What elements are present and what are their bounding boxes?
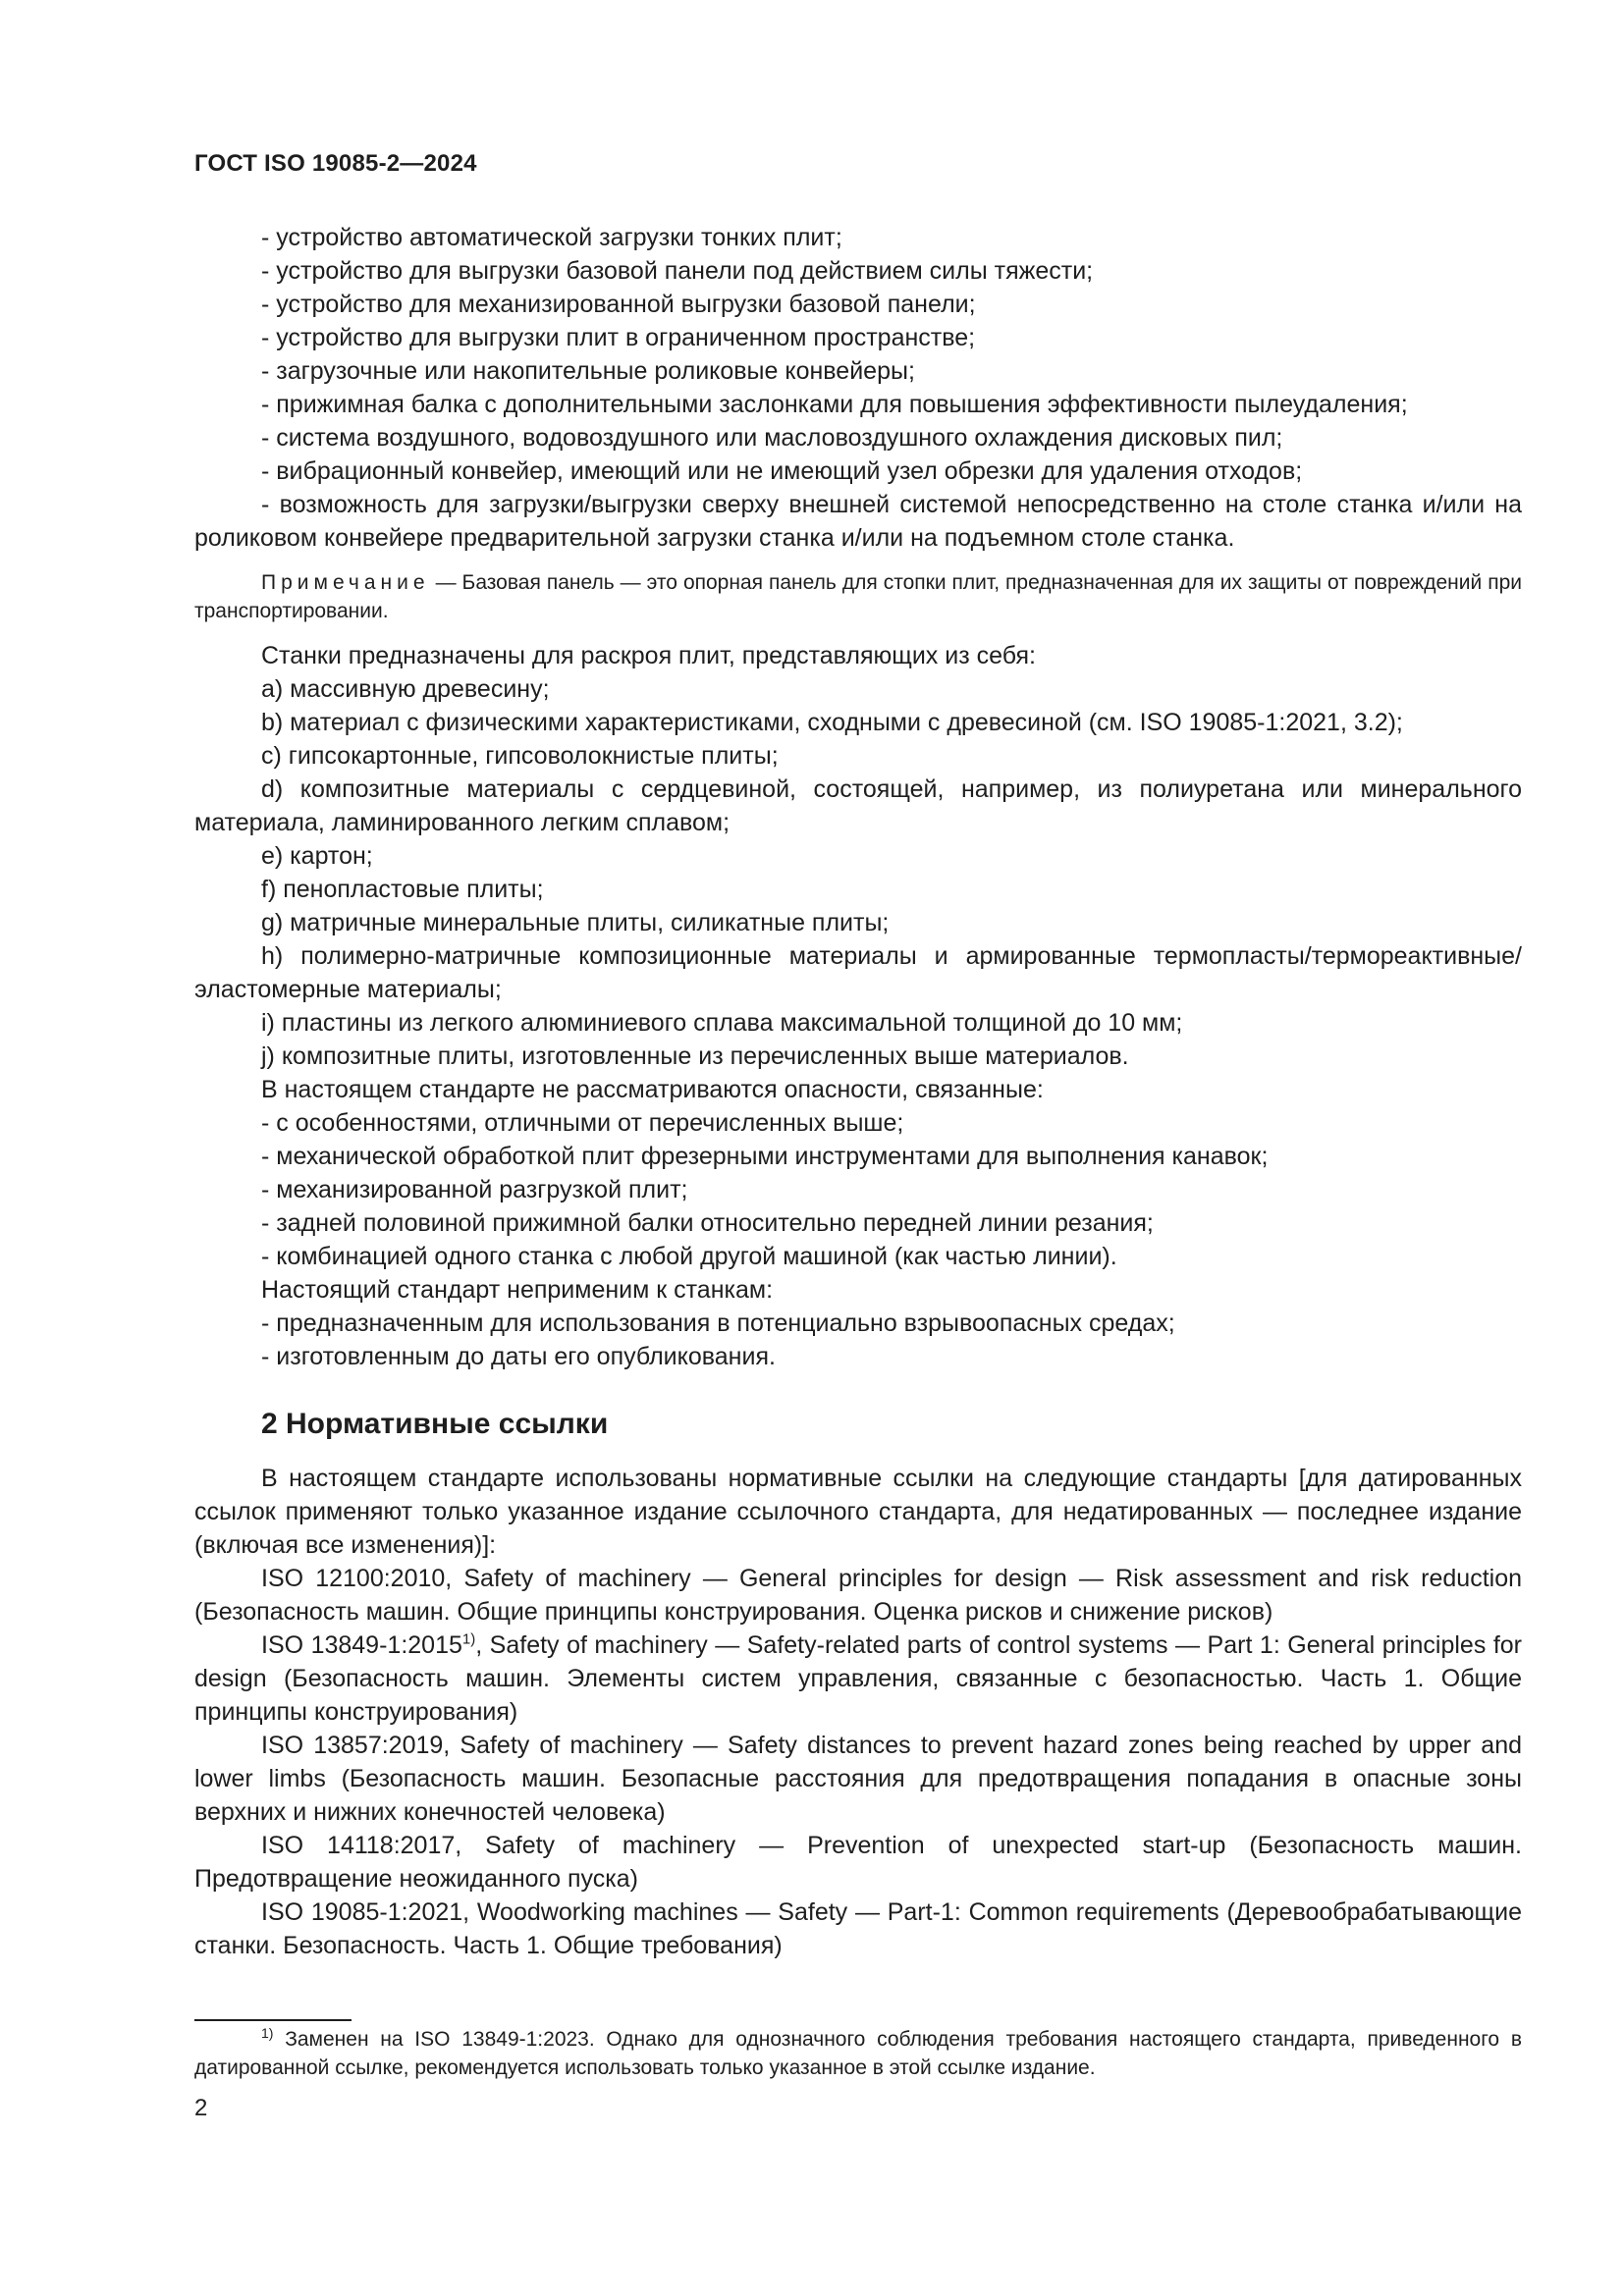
reference-item [194,1629,1522,1729]
list-item: e) картон; [261,842,373,870]
reference-text: , Safety of machinery — Safety-related parts of control systems — Part 1: General principles for design (Безопасность машин. Элементы систем управления, связанные с безопасностью. Часть 1. Общие принципы конструирования) [194,1631,1523,1726]
section-title: 2 Нормативные ссылки [261,1408,609,1440]
hazards-intro: В настоящем стандарте не рассматриваются опасности, связанные: [261,1076,1044,1103]
list-item: - задней половиной прижимной балки относительно передней линии резания; [261,1209,1154,1237]
footnote-divider [194,2019,352,2021]
note-text: — Базовая панель — это опорная панель для стопки плит, предназначенная для их защиты от повреждений при транспортировании. [194,571,1522,622]
list-item: - система воздушного, водовоздушного или масловоздушного охлаждения дисковых пил; [261,424,1283,452]
section-intro: В настоящем стандарте использованы нормативные ссылки на следующие стандарты [для датированных ссылок применяют только указанное издание ссылочного стандарта, для недатированных — последнее издание (включая все изменения)]: [194,1465,1522,1559]
list-item: g) матричные минеральные плиты, силикатные плиты; [261,909,890,936]
reference-text: ISO 13857:2019, Safety of machinery — Safety distances to prevent hazard zones being reached by upper and lower limbs (Безопасность машин. Безопасные расстояния для предотвращения попадания в опасные зоны верхних и нижних конечностей человека) [194,1732,1522,1826]
reference-text: ISO 12100:2010, Safety of machinery — General principles for design — Risk assessment and risk reduction (Безопасность машин. Общие принципы конструирования. Оценка рисков и снижение рисков) [194,1565,1522,1626]
not-applicable-intro: Настоящий стандарт неприменим к станкам: [261,1276,774,1304]
list-item: c) гипсокартонные, гипсоволокнистые плиты; [261,742,779,770]
list-item: - предназначенным для использования в потенциально взрывоопасных средах; [261,1309,1175,1337]
list-item: - комбинацией одного станка с любой другой машиной (как частью линии). [261,1243,1117,1270]
list-item: - механизированной разгрузкой плит; [261,1176,688,1203]
reference-text: ISO 19085-1:2021, Woodworking machines — Safety — Part-1: Common requirements (Деревообрабатывающие станки. Безопасность. Часть 1. Общие требования) [194,1898,1522,1959]
note-label: Примечание [261,571,430,594]
list-item: - вибрационный конвейер, имеющий или не имеющий узел обрезки для удаления отходов; [261,457,1303,485]
list-item: - устройство для выгрузки плит в ограниченном пространстве; [261,324,976,351]
footnote-text: Заменен на ISO 13849-1:2023. Однако для однозначного соблюдения требования настоящего стандарта, приведенного в датированной ссылке, рекомендуется использовать только указанное в этой ссылке издание. [194,2028,1522,2079]
list-item: - возможность для загрузки/выгрузки сверху внешней системой непосредственно на столе станка и/или на роликовом конвейере предварительной загрузки станка и/или на подъемном столе станка. [194,491,1522,552]
footnote-mark: 1) [461,1630,476,1648]
reference-item [194,1562,1522,1629]
list-item: h) полимерно-матричные композиционные материалы и армированные термопласты/термореактивные/эластомерные материалы; [194,942,1522,1003]
list-item: - механической обработкой плит фрезерными инструментами для выполнения канавок; [261,1143,1269,1170]
list-item: - загрузочные или накопительные роликовые конвейеры; [261,357,915,385]
reference-item [194,1829,1522,1896]
list-item: f) пенопластовые плиты; [261,876,544,903]
reference-text: ISO 13849-1:2015 [261,1631,462,1659]
list-item: - устройство для механизированной выгрузки базовой панели; [261,291,976,318]
list-item: - прижимная балка с дополнительными заслонками для повышения эффективности пылеудаления; [261,391,1408,418]
footnote [194,2025,1522,2082]
list-item: j) композитные плиты, изготовленные из перечисленных выше материалов. [261,1042,1129,1070]
list-item: - с особенностями, отличными от перечисленных выше; [261,1109,904,1137]
page-number: 2 [194,2095,208,2121]
reference-text: ISO 14118:2017, Safety of machinery — Prevention of unexpected start-up (Безопасность машин. Предотвращение неожиданного пуска) [194,1832,1522,1893]
list-item: - устройство автоматической загрузки тонких плит; [261,224,842,251]
document-code-header: ГОСТ ISO 19085-2—2024 [194,150,477,177]
list-item: b) материал с физическими характеристиками, сходными с древесиной (см. ISO 19085-1:2021, 3.2); [261,709,1403,736]
list-item: а) массивную древесину; [261,675,550,703]
note [194,568,1522,625]
list-item: d) композитные материалы с сердцевиной, состоящей, например, из полиуретана или минерального материала, ламинированного легким сплавом; [194,775,1522,836]
footnote-mark: 1) [261,2025,274,2041]
materials-intro: Станки предназначены для раскроя плит, представляющих из себя: [261,642,1036,669]
list-item: - устройство для выгрузки базовой панели под действием силы тяжести; [261,257,1094,285]
list-item: - изготовленным до даты его опубликования. [261,1343,776,1370]
body-text [194,221,1522,1962]
reference-item [194,1896,1522,1962]
list-item: i) пластины из легкого алюминиевого сплава максимальной толщиной до 10 мм; [261,1009,1183,1037]
reference-item [194,1729,1522,1829]
